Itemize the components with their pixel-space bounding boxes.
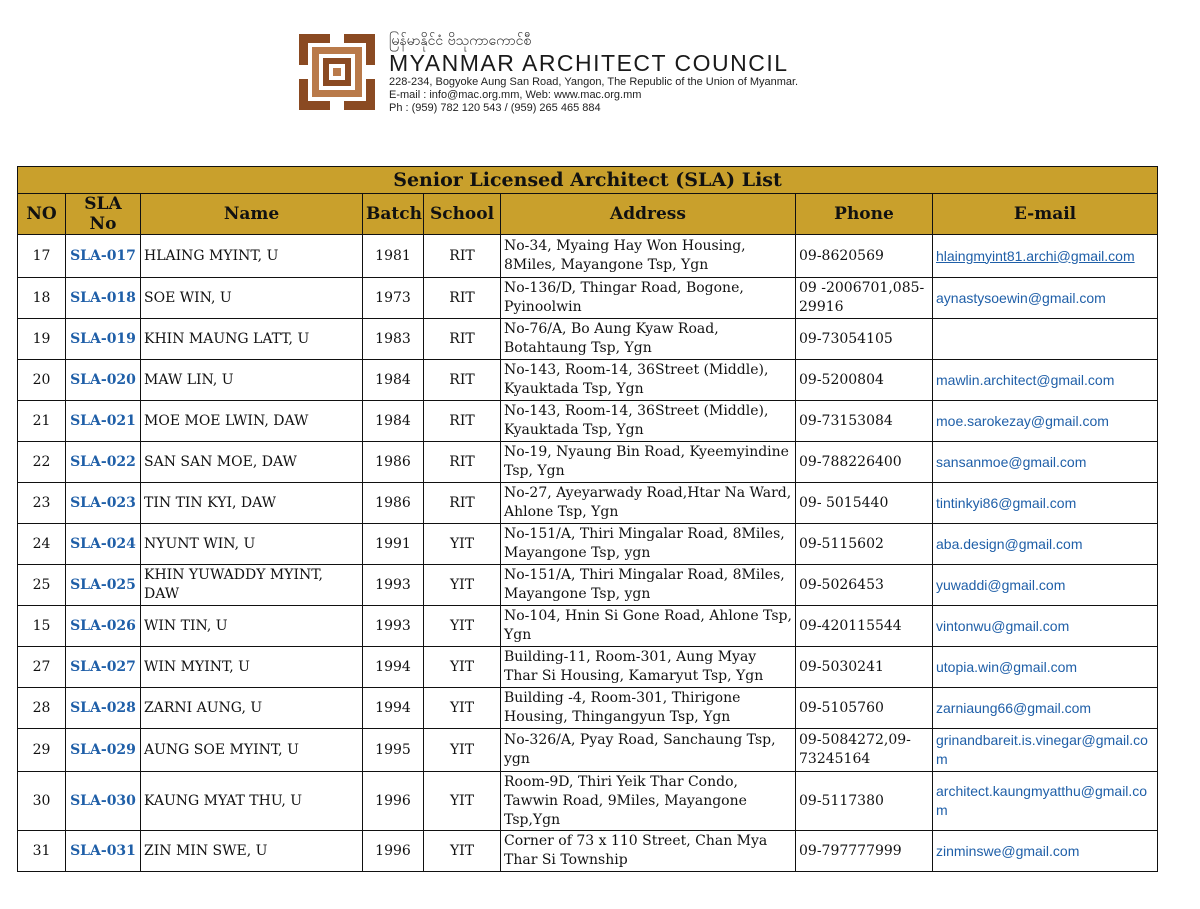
email-link[interactable]: zarniaung66@gmail.com <box>933 688 1158 729</box>
row-number: 31 <box>18 831 66 872</box>
col-sla-no-header: SLA No <box>66 194 141 235</box>
email-link[interactable]: architect.kaungmyatthu@gmail.com <box>933 772 1158 831</box>
phone-number: 09-788226400 <box>796 442 933 483</box>
row-number: 17 <box>18 235 66 278</box>
row-number: 25 <box>18 565 66 606</box>
row-number: 24 <box>18 524 66 565</box>
table-row <box>18 606 1158 647</box>
sla-number: SLA-025 <box>66 565 141 606</box>
col-no-header: NO <box>18 194 66 235</box>
email-link <box>933 319 1158 360</box>
sla-number: SLA-026 <box>66 606 141 647</box>
school: RIT <box>424 235 501 278</box>
council-phone: Ph : (959) 782 120 543 / (959) 265 465 884 <box>389 102 601 114</box>
architect-name: NYUNT WIN, U <box>141 524 363 565</box>
school: RIT <box>424 278 501 319</box>
table-title: Senior Licensed Architect (SLA) List <box>18 167 1158 194</box>
table-row <box>18 524 1158 565</box>
address: Building -4, Room-301, Thirigone Housing, Thingangyun Tsp, Ygn <box>501 688 796 729</box>
architect-name: KHIN YUWADDY MYINT, DAW <box>141 565 363 606</box>
architect-name: AUNG SOE MYINT, U <box>141 729 363 772</box>
sla-number: SLA-021 <box>66 401 141 442</box>
school: YIT <box>424 831 501 872</box>
batch-year: 1996 <box>363 772 424 831</box>
row-number: 23 <box>18 483 66 524</box>
table-row <box>18 831 1158 872</box>
architect-name: HLAING MYINT, U <box>141 235 363 278</box>
phone-number: 09-797777999 <box>796 831 933 872</box>
school: YIT <box>424 524 501 565</box>
sla-number: SLA-027 <box>66 647 141 688</box>
sla-number: SLA-018 <box>66 278 141 319</box>
row-number: 20 <box>18 360 66 401</box>
address: No-143, Room-14, 36Street (Middle), Kyauktada Tsp, Ygn <box>501 401 796 442</box>
sla-number: SLA-031 <box>66 831 141 872</box>
table-row <box>18 772 1158 831</box>
school: YIT <box>424 606 501 647</box>
batch-year: 1996 <box>363 831 424 872</box>
address: No-326/A, Pyay Road, Sanchaung Tsp, ygn <box>501 729 796 772</box>
architect-name: ZIN MIN SWE, U <box>141 831 363 872</box>
col-address-header: Address <box>501 194 796 235</box>
architect-name: ZARNI AUNG, U <box>141 688 363 729</box>
council-name: MYANMAR ARCHITECT COUNCIL <box>389 50 789 76</box>
batch-year: 1984 <box>363 360 424 401</box>
phone-number: 09-73153084 <box>796 401 933 442</box>
table-row <box>18 729 1158 772</box>
sla-number: SLA-020 <box>66 360 141 401</box>
batch-year: 1983 <box>363 319 424 360</box>
address: No-76/A, Bo Aung Kyaw Road, Botahtaung Tsp, Ygn <box>501 319 796 360</box>
architect-name: KAUNG MYAT THU, U <box>141 772 363 831</box>
table-row <box>18 401 1158 442</box>
row-number: 28 <box>18 688 66 729</box>
phone-number: 09-5030241 <box>796 647 933 688</box>
school: YIT <box>424 565 501 606</box>
school: RIT <box>424 319 501 360</box>
batch-year: 1986 <box>363 442 424 483</box>
address: No-136/D, Thingar Road, Bogone, Pyinoolwin <box>501 278 796 319</box>
batch-year: 1973 <box>363 278 424 319</box>
email-link[interactable]: aba.design@gmail.com <box>933 524 1158 565</box>
col-school-header: School <box>424 194 501 235</box>
architect-name: WIN TIN, U <box>141 606 363 647</box>
architect-name: MAW LIN, U <box>141 360 363 401</box>
school: RIT <box>424 360 501 401</box>
email-link[interactable]: zinminswe@gmail.com <box>933 831 1158 872</box>
email-link[interactable]: hlaingmyint81.archi@gmail.com <box>933 235 1158 278</box>
phone-number: 09 -2006701,085-29916 <box>796 278 933 319</box>
batch-year: 1994 <box>363 647 424 688</box>
table-row <box>18 688 1158 729</box>
email-link[interactable]: moe.sarokezay@gmail.com <box>933 401 1158 442</box>
phone-number: 09-5084272,09-73245164 <box>796 729 933 772</box>
row-number: 19 <box>18 319 66 360</box>
council-address: 228-234, Bogyoke Aung San Road, Yangon, The Republic of the Union of Myanmar. <box>389 76 799 88</box>
sla-table <box>17 166 1158 872</box>
col-batch-header: Batch <box>363 194 424 235</box>
address: No-143, Room-14, 36Street (Middle), Kyauktada Tsp, Ygn <box>501 360 796 401</box>
email-link[interactable]: mawlin.architect@gmail.com <box>933 360 1158 401</box>
phone-number: 09-8620569 <box>796 235 933 278</box>
council-name-myanmar: မြန်မာနိုင်ငံ ဗိသုကာကောင်စီ <box>389 33 532 49</box>
architect-name: TIN TIN KYI, DAW <box>141 483 363 524</box>
table-row <box>18 565 1158 606</box>
sla-number: SLA-017 <box>66 235 141 278</box>
email-link[interactable]: utopia.win@gmail.com <box>933 647 1158 688</box>
council-logo-icon <box>297 32 377 112</box>
phone-number: 09-5026453 <box>796 565 933 606</box>
batch-year: 1986 <box>363 483 424 524</box>
phone-number: 09- 5015440 <box>796 483 933 524</box>
architect-name: SOE WIN, U <box>141 278 363 319</box>
batch-year: 1994 <box>363 688 424 729</box>
batch-year: 1993 <box>363 565 424 606</box>
sla-number: SLA-023 <box>66 483 141 524</box>
table-row <box>18 278 1158 319</box>
architect-name: WIN MYINT, U <box>141 647 363 688</box>
address: No-151/A, Thiri Mingalar Road, 8Miles, Mayangone Tsp, ygn <box>501 524 796 565</box>
phone-number: 09-420115544 <box>796 606 933 647</box>
phone-number: 09-5105760 <box>796 688 933 729</box>
email-link[interactable]: yuwaddi@gmail.com <box>933 565 1158 606</box>
school: YIT <box>424 688 501 729</box>
email-link[interactable]: grinandbareit.is.vinegar@gmail.com <box>933 729 1158 772</box>
sla-number: SLA-028 <box>66 688 141 729</box>
email-link[interactable]: aynastysoewin@gmail.com <box>933 278 1158 319</box>
table-row <box>18 235 1158 278</box>
email-link[interactable]: tintinkyi86@gmail.com <box>933 483 1158 524</box>
school: YIT <box>424 647 501 688</box>
address: No-19, Nyaung Bin Road, Kyeemyindine Tsp, Ygn <box>501 442 796 483</box>
sla-number: SLA-030 <box>66 772 141 831</box>
address: Building-11, Room-301, Aung Myay Thar Si Housing, Kamaryut Tsp, Ygn <box>501 647 796 688</box>
sla-number: SLA-024 <box>66 524 141 565</box>
email-link[interactable]: sansanmoe@gmail.com <box>933 442 1158 483</box>
address: No-151/A, Thiri Mingalar Road, 8Miles, Mayangone Tsp, ygn <box>501 565 796 606</box>
school: YIT <box>424 729 501 772</box>
council-contact: E-mail : info@mac.org.mm, Web: www.mac.org.mm <box>389 89 642 101</box>
batch-year: 1995 <box>363 729 424 772</box>
phone-number: 09-5117380 <box>796 772 933 831</box>
sla-number: SLA-019 <box>66 319 141 360</box>
row-number: 30 <box>18 772 66 831</box>
col-name-header: Name <box>141 194 363 235</box>
school: YIT <box>424 772 501 831</box>
school: RIT <box>424 483 501 524</box>
email-link[interactable]: vintonwu@gmail.com <box>933 606 1158 647</box>
phone-number: 09-5200804 <box>796 360 933 401</box>
row-number: 22 <box>18 442 66 483</box>
row-number: 18 <box>18 278 66 319</box>
table-row <box>18 360 1158 401</box>
school: RIT <box>424 442 501 483</box>
table-row <box>18 483 1158 524</box>
batch-year: 1984 <box>363 401 424 442</box>
address: No-104, Hnin Si Gone Road, Ahlone Tsp, Ygn <box>501 606 796 647</box>
batch-year: 1993 <box>363 606 424 647</box>
row-number: 21 <box>18 401 66 442</box>
address: No-34, Myaing Hay Won Housing, 8Miles, Mayangone Tsp, Ygn <box>501 235 796 278</box>
architect-name: SAN SAN MOE, DAW <box>141 442 363 483</box>
table-row <box>18 319 1158 360</box>
sla-number: SLA-029 <box>66 729 141 772</box>
school: RIT <box>424 401 501 442</box>
row-number: 15 <box>18 606 66 647</box>
table-row <box>18 442 1158 483</box>
row-number: 27 <box>18 647 66 688</box>
row-number: 29 <box>18 729 66 772</box>
architect-name: MOE MOE LWIN, DAW <box>141 401 363 442</box>
address: No-27, Ayeyarwady Road,Htar Na Ward, Ahlone Tsp, Ygn <box>501 483 796 524</box>
batch-year: 1991 <box>363 524 424 565</box>
architect-name: KHIN MAUNG LATT, U <box>141 319 363 360</box>
batch-year: 1981 <box>363 235 424 278</box>
table-row <box>18 647 1158 688</box>
col-email-header: E-mail <box>933 194 1158 235</box>
letterhead <box>297 32 897 118</box>
address: Room-9D, Thiri Yeik Thar Condo, Tawwin Road, 9Miles, Mayangone Tsp,Ygn <box>501 772 796 831</box>
phone-number: 09-73054105 <box>796 319 933 360</box>
phone-number: 09-5115602 <box>796 524 933 565</box>
address: Corner of 73 x 110 Street, Chan Mya Thar Si Township <box>501 831 796 872</box>
col-phone-header: Phone <box>796 194 933 235</box>
sla-number: SLA-022 <box>66 442 141 483</box>
